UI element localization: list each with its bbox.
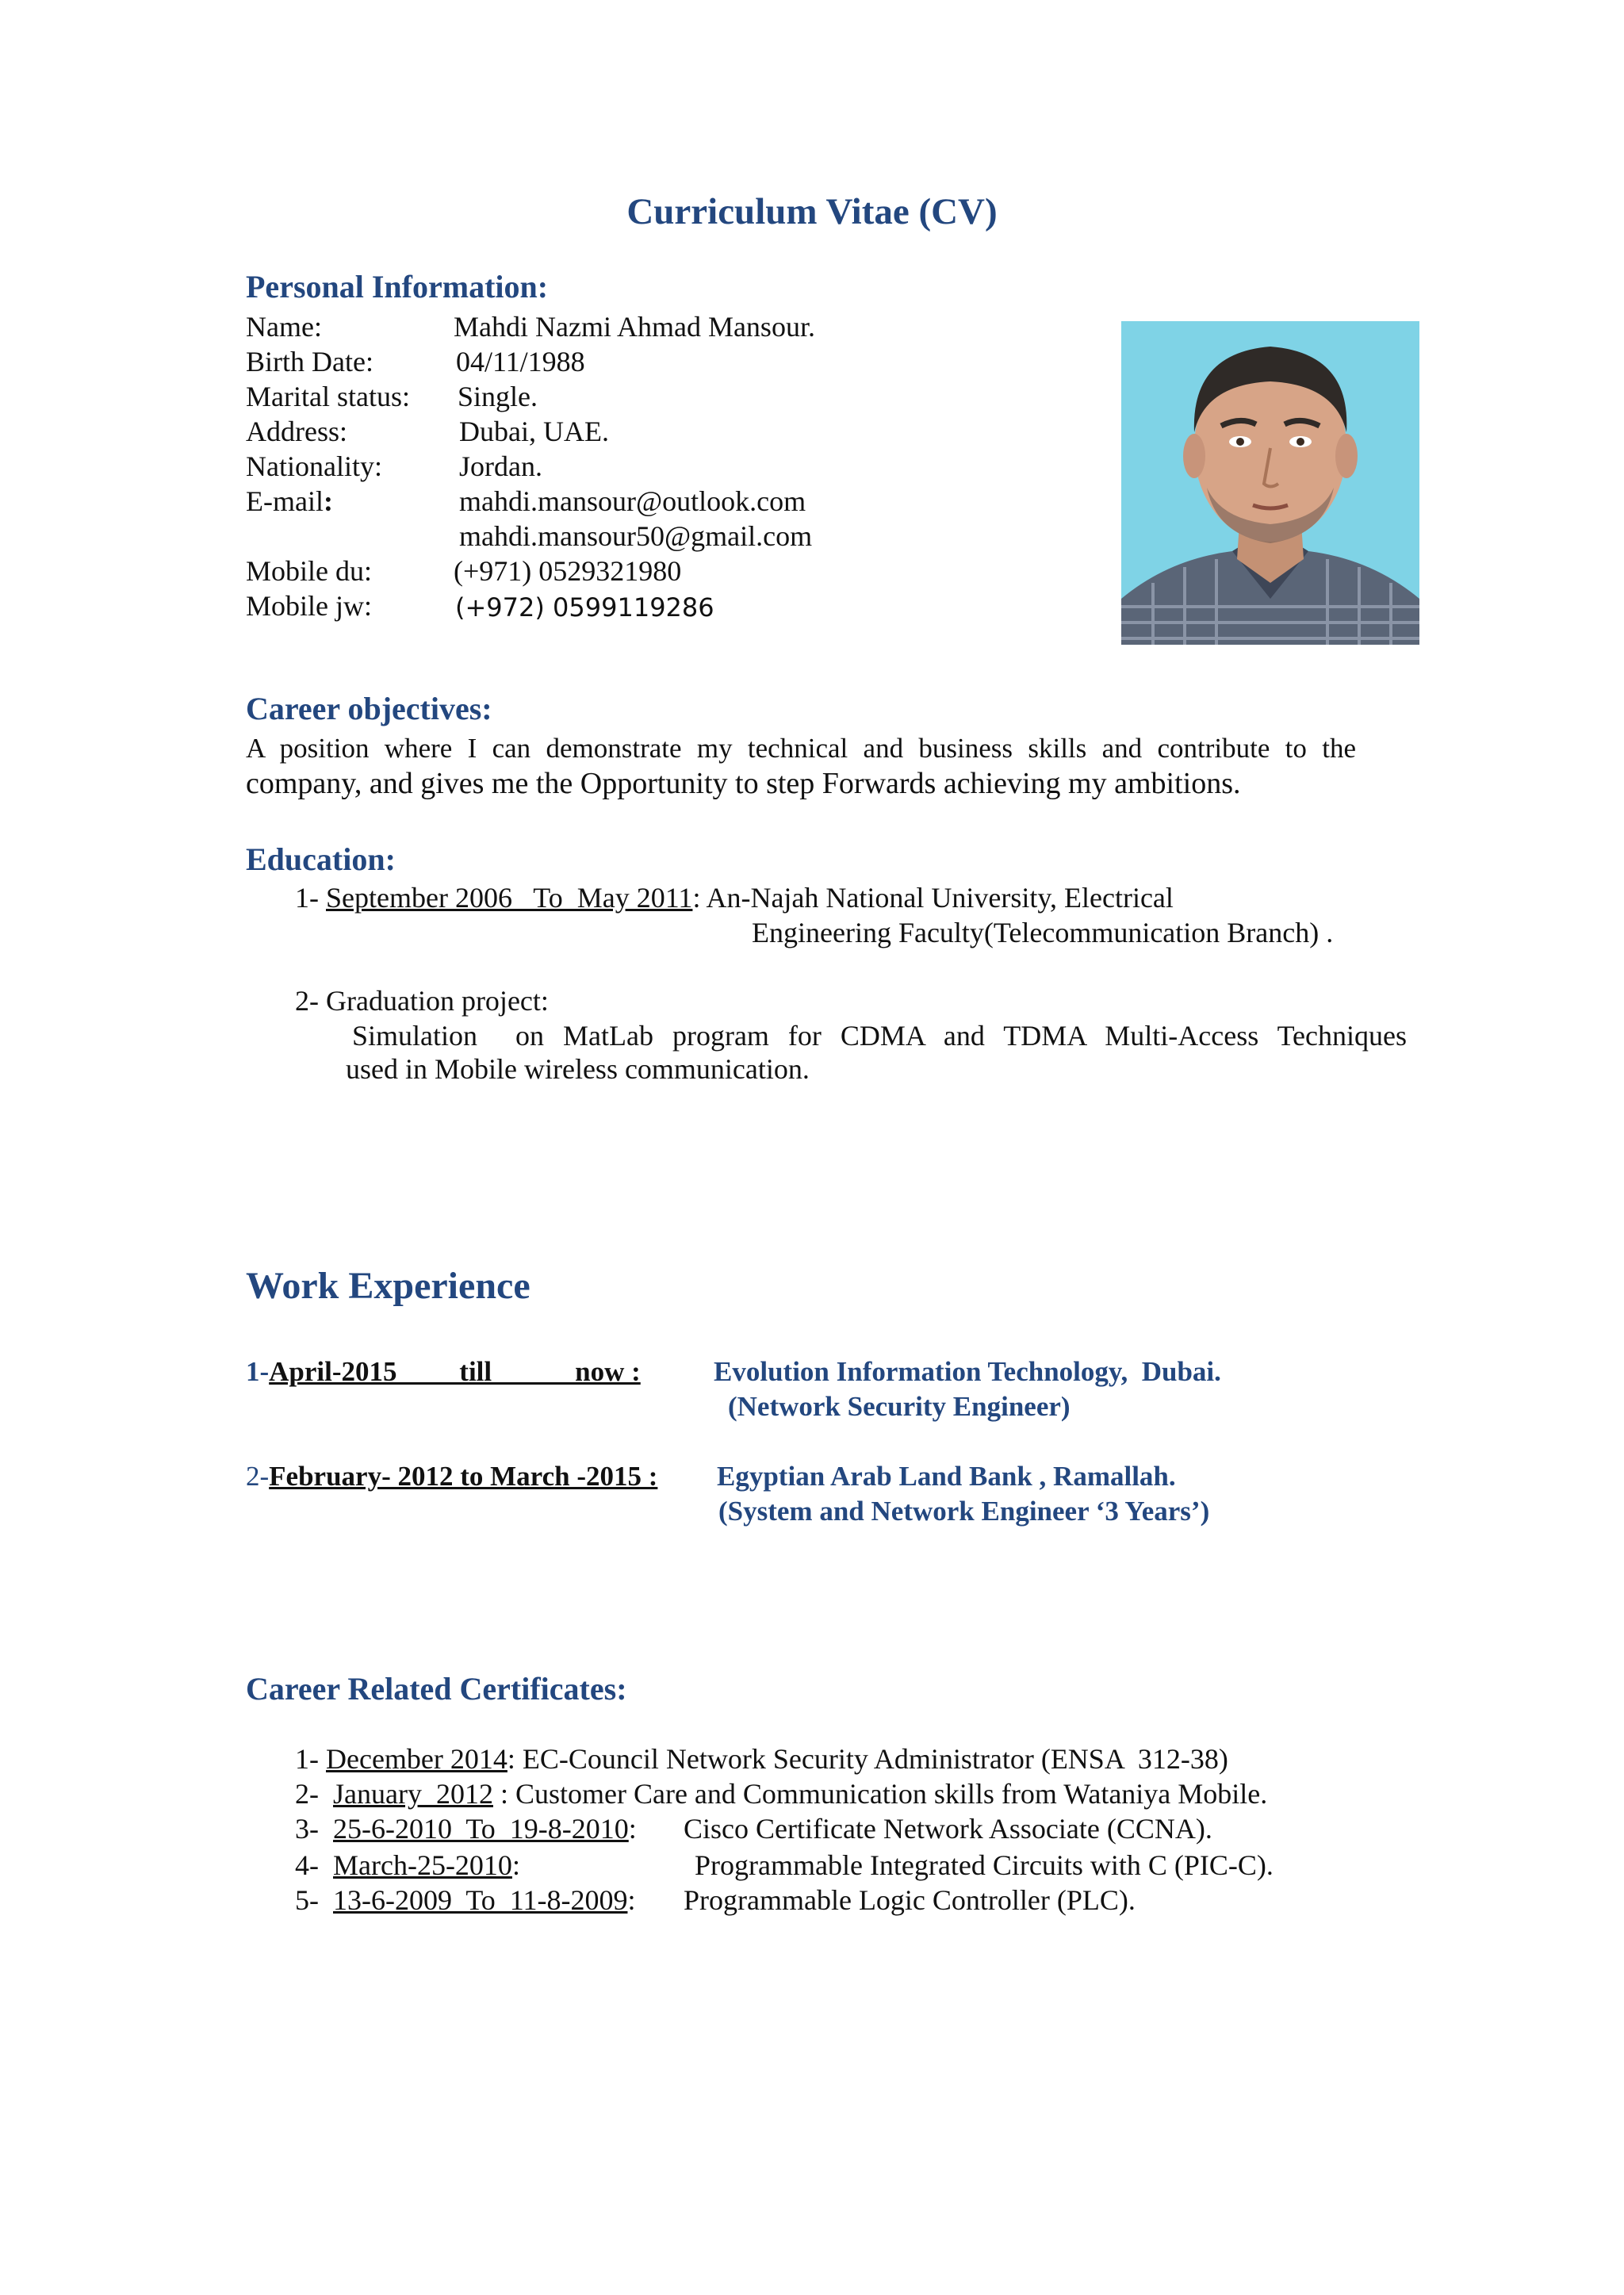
job-2 <box>246 1461 657 1492</box>
certificate-item <box>295 1776 1267 1811</box>
certificate-sep: : <box>511 1849 520 1881</box>
email-label-colon: : <box>323 485 333 517</box>
education-item-2-line-1: Simulation on MatLab program for CDMA and TDMA Multi-Access Techniques <box>352 1020 1407 1052</box>
certificate-text: Cisco Certificate Network Associate (CCNA). <box>684 1813 1212 1845</box>
education-item-1-text2: Engineering Faculty(Telecommunication Branch) . <box>752 917 1334 948</box>
page-title: Curriculum Vitae (CV) <box>626 191 998 232</box>
mobile-jw-label: Mobile jw: <box>246 590 372 622</box>
certificate-num: 2- <box>295 1778 333 1810</box>
certificate-text: Programmable Integrated Circuits with C (PIC-C). <box>695 1849 1274 1881</box>
certificate-item <box>295 1741 1228 1776</box>
certificate-sep: : <box>492 1778 508 1810</box>
certificate-text: Programmable Logic Controller (PLC). <box>684 1884 1136 1916</box>
certificates-heading: Career Related Certificates: <box>246 1671 627 1707</box>
job-2-date: February- 2012 to March -2015 : <box>269 1461 658 1492</box>
education-item-1-text: : An-Najah National University, Electrical <box>692 882 1174 914</box>
job-1-date: April-2015 till now : <box>269 1356 641 1387</box>
address-label: Address: <box>246 416 347 447</box>
certificate-date: 25-6-2010 To 19-8-2010 <box>333 1813 629 1845</box>
name-label: Name: <box>246 311 322 343</box>
job-2-role: (System and Network Engineer ‘3 Years’) <box>718 1496 1210 1527</box>
job-1-role: (Network Security Engineer) <box>728 1391 1071 1422</box>
education-item-1-num: 1- <box>295 882 319 914</box>
education-item-1-date: September 2006 To May 2011 <box>326 882 693 914</box>
address-value: Dubai, UAE. <box>459 416 609 447</box>
email-label-text: E-mail <box>246 485 324 517</box>
education-item-2 <box>295 983 549 1018</box>
nationality-label: Nationality: <box>246 450 382 482</box>
education-item-2-num: 2- <box>295 985 319 1017</box>
certificate-text: EC-Council Network Security Administrator (ENSA 312-38) <box>515 1743 1228 1775</box>
job-2-org: Egyptian Arab Land Bank , Ramallah. <box>717 1461 1176 1492</box>
mobile-du-value: (+971) 0529321980 <box>454 555 682 587</box>
certificate-item <box>295 1811 637 1846</box>
job-1-num: 1- <box>246 1356 270 1387</box>
mobile-du-label: Mobile du: <box>246 555 372 587</box>
job-1 <box>246 1356 641 1388</box>
certificate-date: January 2012 <box>333 1778 493 1810</box>
profile-photo <box>1121 321 1419 645</box>
education-item-2-line-2: used in Mobile wireless communication. <box>346 1053 810 1085</box>
education-item-2-title: Graduation project: <box>326 985 549 1017</box>
education-heading: Education: <box>246 841 396 877</box>
certificate-item <box>295 1848 520 1883</box>
marital-label: Marital status: <box>246 381 410 412</box>
mobile-jw-value: (+972) 0599119286 <box>455 592 714 623</box>
certificate-num: 1- <box>295 1743 326 1775</box>
certificate-num: 3- <box>295 1813 333 1845</box>
email-label <box>246 484 333 519</box>
certificate-text: Customer Care and Communication skills from Wataniya Mobile. <box>508 1778 1268 1810</box>
work-heading: Work Experience <box>246 1265 530 1307</box>
education-item-1 <box>295 880 1174 915</box>
certificate-date: March-25-2010 <box>333 1849 512 1881</box>
email-1[interactable]: mahdi.mansour@outlook.com <box>459 485 806 517</box>
nationality-value: Jordan. <box>459 450 542 482</box>
personal-heading: Personal Information: <box>246 269 549 305</box>
marital-value: Single. <box>458 381 538 412</box>
career-heading: Career objectives: <box>246 691 492 726</box>
career-line-2: company, and gives me the Opportunity to step Forwards achieving my ambitions. <box>246 767 1241 800</box>
career-line-1: A position where I can demonstrate my technical and business skills and contribute to the <box>246 733 1356 764</box>
certificate-date: December 2014 <box>326 1743 508 1775</box>
name-value: Mahdi Nazmi Ahmad Mansour. <box>454 311 815 343</box>
certificate-sep: : <box>627 1884 636 1916</box>
certificate-num: 5- <box>295 1884 333 1916</box>
certificate-item <box>295 1883 635 1918</box>
certificate-sep: : <box>507 1743 515 1775</box>
birth-value: 04/11/1988 <box>456 346 585 377</box>
certificate-sep: : <box>628 1813 637 1845</box>
birth-label: Birth Date: <box>246 346 373 377</box>
job-1-org: Evolution Information Technology, Dubai. <box>714 1356 1221 1387</box>
certificate-num: 4- <box>295 1849 333 1881</box>
person-portrait-icon <box>1121 321 1419 645</box>
email-2[interactable]: mahdi.mansour50@gmail.com <box>459 520 813 552</box>
job-2-num: 2- <box>246 1461 270 1492</box>
certificate-date: 13-6-2009 To 11-8-2009 <box>333 1884 628 1916</box>
